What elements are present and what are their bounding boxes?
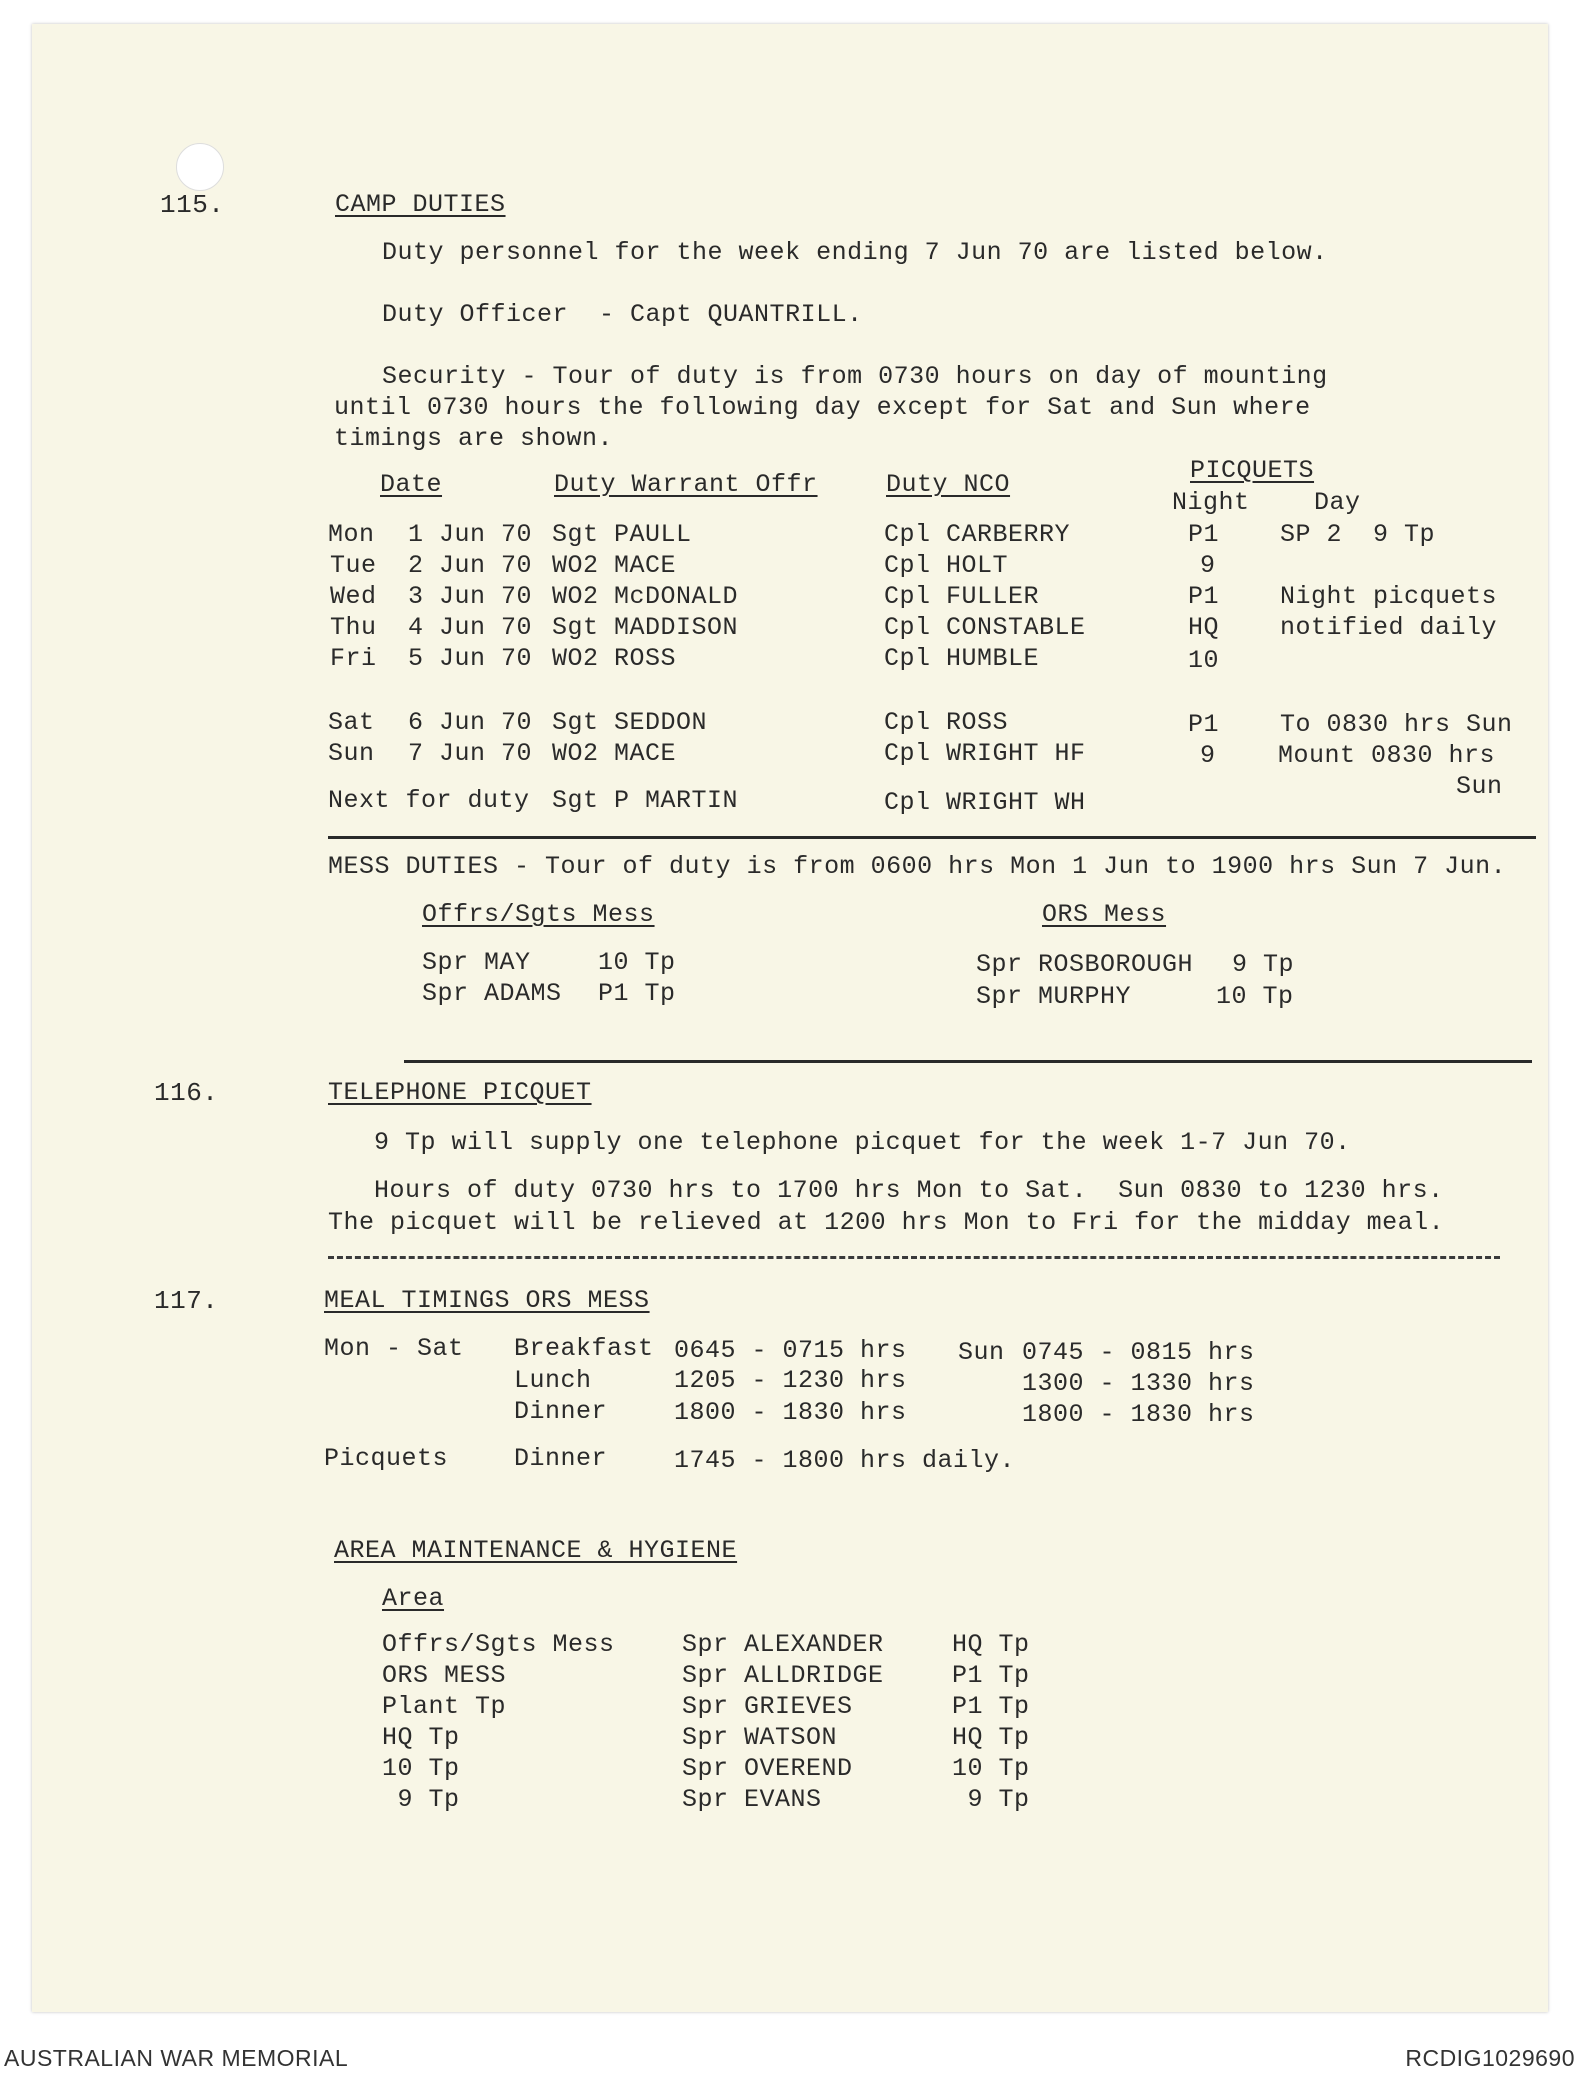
- row-nco: Cpl CARBERRY: [884, 520, 1071, 549]
- row-day: Thu: [330, 613, 377, 642]
- area-tp: P1 Tp: [952, 1692, 1030, 1721]
- picquets-time: 1745 - 1800 hrs daily.: [674, 1446, 1016, 1475]
- footer-credit: AUSTRALIAN WAR MEMORIAL: [4, 2045, 349, 2071]
- meal-name: Dinner: [514, 1397, 608, 1426]
- meal-time-weekday: 1800 - 1830 hrs: [674, 1398, 907, 1427]
- meal-name: Lunch: [514, 1366, 592, 1395]
- area-person: Spr EVANS: [682, 1785, 822, 1814]
- punch-hole: [176, 143, 224, 191]
- mess-offrs-tp: 10 Tp: [598, 948, 676, 977]
- row-nco: Cpl ROSS: [884, 708, 1009, 737]
- meal-sun-label: Sun: [958, 1338, 1005, 1367]
- telephone-text: 9 Tp will supply one telephone picquet for the week 1-7 Jun 70.: [374, 1128, 1351, 1157]
- meal-name: Breakfast: [514, 1334, 654, 1363]
- row-dwo: WO2 MACE: [552, 739, 677, 768]
- section-title: CAMP DUTIES: [335, 190, 506, 219]
- section-number: 116.: [154, 1078, 219, 1108]
- row-nco: Cpl FULLER: [884, 582, 1040, 611]
- row-day: Fri: [330, 644, 377, 673]
- row-note: Mount 0830 hrs: [1278, 741, 1496, 770]
- area-person: Spr GRIEVES: [682, 1692, 853, 1721]
- divider: [328, 1256, 1500, 1259]
- intro-text: Duty personnel for the week ending 7 Jun 70 are listed below.: [382, 238, 1328, 267]
- meal-days: Mon - Sat: [324, 1334, 464, 1363]
- row-note: Sun: [1456, 772, 1503, 801]
- mess-offrs-name: Spr MAY: [422, 948, 531, 977]
- divider: [328, 836, 1536, 839]
- mess-ors-tp: 10 Tp: [1216, 982, 1294, 1011]
- row-nco: Cpl HOLT: [884, 551, 1009, 580]
- area-name: 10 Tp: [382, 1754, 460, 1783]
- row-night: P1: [1188, 710, 1220, 739]
- duty-officer: Duty Officer - Capt QUANTRILL.: [382, 300, 863, 329]
- area-name: Offrs/Sgts Mess: [382, 1630, 615, 1659]
- row-dwo: Sgt PAULL: [552, 520, 692, 549]
- col-header-night: Night: [1172, 488, 1250, 517]
- telephone-text: The picquet will be relieved at 1200 hrs Mon to Fri for the midday meal.: [328, 1208, 1445, 1237]
- next-label: Next for duty: [328, 786, 530, 815]
- row-note: notified daily: [1280, 613, 1498, 642]
- col-header-day: Day: [1314, 488, 1361, 517]
- col-header-picquets: PICQUETS: [1190, 456, 1315, 485]
- row-date: 1 Jun 70: [408, 520, 533, 549]
- row-night: P1: [1188, 520, 1220, 549]
- security-text: until 0730 hours the following day except for Sat and Sun where: [334, 393, 1311, 422]
- area-tp: HQ Tp: [952, 1630, 1030, 1659]
- row-nco: Cpl CONSTABLE: [884, 613, 1086, 642]
- row-dwo: WO2 MACE: [552, 551, 677, 580]
- area-person: Spr WATSON: [682, 1723, 838, 1752]
- area-tp: 10 Tp: [952, 1754, 1030, 1783]
- area-name: HQ Tp: [382, 1723, 460, 1752]
- row-day: Sat: [328, 708, 375, 737]
- area-person: Spr ALLDRIDGE: [682, 1661, 884, 1690]
- area-tp: 9 Tp: [952, 1785, 1030, 1814]
- section-number: 115.: [160, 190, 225, 220]
- area-name: Plant Tp: [382, 1692, 507, 1721]
- row-date: 2 Jun 70: [408, 551, 533, 580]
- area-title: AREA MAINTENANCE & HYGIENE: [334, 1536, 738, 1565]
- security-text: timings are shown.: [334, 424, 614, 453]
- mess-offrs-name: Spr ADAMS: [422, 979, 562, 1008]
- row-day: Sun: [328, 739, 375, 768]
- area-person: Spr ALEXANDER: [682, 1630, 884, 1659]
- picquets-label: Picquets: [324, 1444, 449, 1473]
- row-night: P1: [1188, 582, 1220, 611]
- row-date: 6 Jun 70: [408, 708, 533, 737]
- row-night: HQ: [1188, 613, 1220, 642]
- row-date: 7 Jun 70: [408, 739, 533, 768]
- col-header-nco: Duty NCO: [886, 470, 1011, 499]
- area-name: 9 Tp: [382, 1785, 460, 1814]
- row-dwo: WO2 McDONALD: [552, 582, 739, 611]
- telephone-text: Hours of duty 0730 hrs to 1700 hrs Mon to Sat. Sun 0830 to 1230 hrs.: [374, 1176, 1444, 1205]
- row-nco: Cpl HUMBLE: [884, 644, 1040, 673]
- row-dwo: WO2 ROSS: [552, 644, 677, 673]
- row-dwo: Sgt MADDISON: [552, 613, 739, 642]
- row-nco: Cpl WRIGHT HF: [884, 739, 1086, 768]
- mess-ors-tp: 9 Tp: [1232, 950, 1295, 979]
- mess-ors-name: Spr MURPHY: [976, 982, 1132, 1011]
- area-name: ORS MESS: [382, 1661, 507, 1690]
- meal-time-weekday: 0645 - 0715 hrs: [674, 1336, 907, 1365]
- row-note: SP 2 9 Tp: [1280, 520, 1436, 549]
- row-night: 9: [1200, 741, 1216, 770]
- row-dwo: Sgt SEDDON: [552, 708, 708, 737]
- mess-offrs-title: Offrs/Sgts Mess: [422, 900, 655, 929]
- row-day: Wed: [330, 582, 377, 611]
- mess-ors-title: ORS Mess: [1042, 900, 1167, 929]
- row-note: Night picquets: [1280, 582, 1498, 611]
- section-title: MEAL TIMINGS ORS MESS: [324, 1286, 650, 1315]
- next-dwo: Sgt P MARTIN: [552, 786, 739, 815]
- mess-duties-text: MESS DUTIES - Tour of duty is from 0600 hrs Mon 1 Jun to 1900 hrs Sun 7 Jun.: [328, 852, 1507, 881]
- meal-name: Dinner: [514, 1444, 608, 1473]
- row-day: Mon: [328, 520, 375, 549]
- security-text: Security - Tour of duty is from 0730 hours on day of mounting: [382, 362, 1328, 391]
- area-person: Spr OVEREND: [682, 1754, 853, 1783]
- row-night: 9: [1200, 551, 1216, 580]
- row-note: To 0830 hrs Sun: [1280, 710, 1513, 739]
- next-nco: Cpl WRIGHT WH: [884, 788, 1086, 817]
- mess-offrs-tp: P1 Tp: [598, 979, 676, 1008]
- col-header-date: Date: [380, 470, 443, 499]
- row-date: 4 Jun 70: [408, 613, 533, 642]
- section-number: 117.: [154, 1286, 219, 1316]
- row-date: 5 Jun 70: [408, 644, 533, 673]
- area-subtitle: Area: [382, 1584, 445, 1613]
- row-date: 3 Jun 70: [408, 582, 533, 611]
- col-header-dwo: Duty Warrant Offr: [554, 470, 818, 499]
- area-tp: HQ Tp: [952, 1723, 1030, 1752]
- row-night: 10: [1188, 646, 1220, 675]
- meal-time-weekday: 1205 - 1230 hrs: [674, 1366, 907, 1395]
- meal-time-sunday: 1300 - 1330 hrs: [1022, 1369, 1255, 1398]
- meal-time-sunday: 0745 - 0815 hrs: [1022, 1338, 1255, 1367]
- footer-id: RCDIG1029690: [1405, 2045, 1575, 2071]
- row-day: Tue: [330, 551, 377, 580]
- divider: [404, 1060, 1532, 1063]
- mess-ors-name: Spr ROSBOROUGH: [976, 950, 1194, 979]
- section-title: TELEPHONE PICQUET: [328, 1078, 592, 1107]
- meal-time-sunday: 1800 - 1830 hrs: [1022, 1400, 1255, 1429]
- area-tp: P1 Tp: [952, 1661, 1030, 1690]
